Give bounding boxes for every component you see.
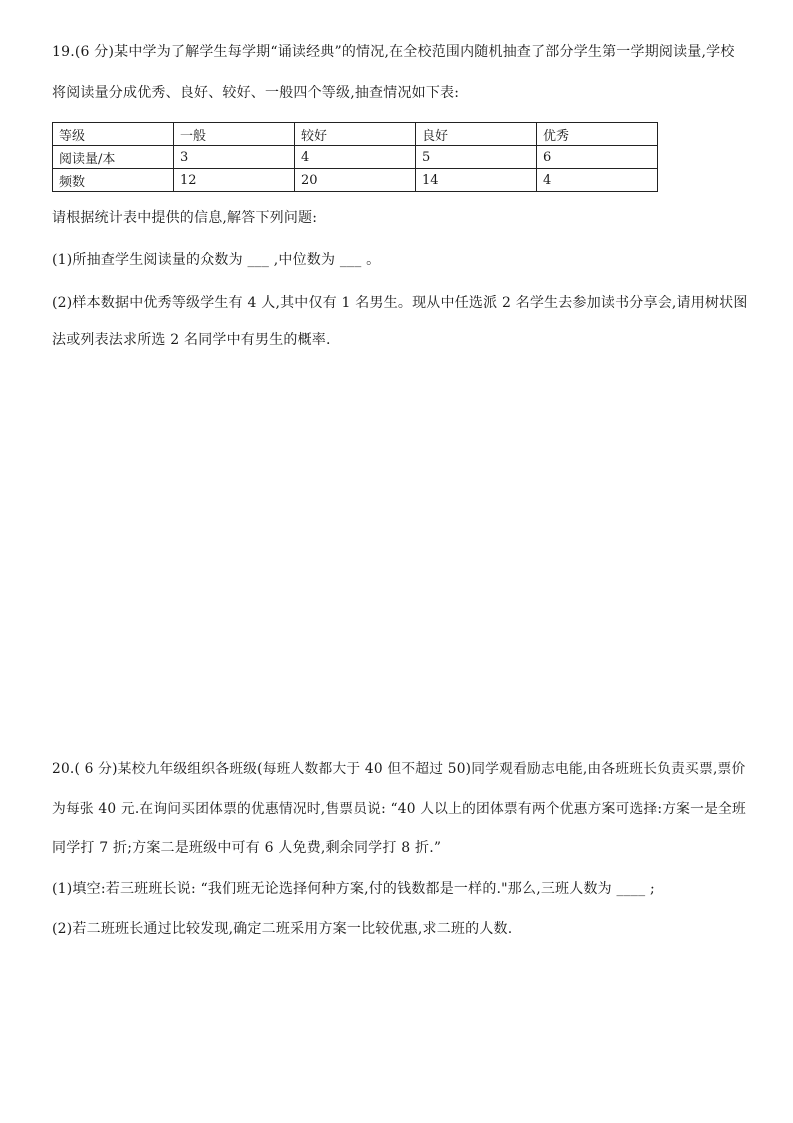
table-cell: 3 <box>174 146 295 169</box>
q20-stem-line-1: 20.( 6 分)某校九年级组织各班级(每班人数都大于 40 但不超过 50)同学观看励志电能,由各班班长负责买票,票价 <box>52 761 746 777</box>
q19-part-2-line-1: (2)样本数据中优秀等级学生有 4 人,其中仅有 1 名男生。现从中任选派 2 名学生去参加读书分享会,请用树状图 <box>52 295 748 311</box>
table-cell: 12 <box>174 169 295 192</box>
table-cell: 频数 <box>53 169 174 192</box>
q20-stem-line-2: 为每张 40 元.在询问买团体票的优惠情况时,售票员说: “40 人以上的团体票有两个优惠方案可选择:方案一是全班 <box>52 801 746 817</box>
table-cell: 4 <box>295 146 416 169</box>
table-cell: 良好 <box>416 123 537 146</box>
table-row-frequency <box>53 169 658 192</box>
table-row-grade <box>53 123 658 146</box>
q19-part-2-line-2: 法或列表法求所选 2 名同学中有男生的概率. <box>52 332 331 348</box>
q19-stem-line-1: 19.(6 分)某中学为了解学生每学期“诵读经典”的情况,在全校范围内随机抽查了部分学生第一学期阅读量,学校 <box>52 44 735 60</box>
q20-part-1: (1)填空:若三班班长说: “我们班无论选择何种方案,付的钱数都是一样的."那么,三班人数为 ____ ; <box>52 881 655 897</box>
table-cell: 4 <box>537 169 658 192</box>
table-cell: 优秀 <box>537 123 658 146</box>
reading-stats-table <box>52 122 658 192</box>
table-cell: 6 <box>537 146 658 169</box>
table-cell: 等级 <box>53 123 174 146</box>
table-row-reading-amount <box>53 146 658 169</box>
q20-part-2: (2)若二班班长通过比较发现,确定二班采用方案一比较优惠,求二班的人数. <box>52 921 513 937</box>
table-cell: 20 <box>295 169 416 192</box>
q19-part-1: (1)所抽查学生阅读量的众数为 ___ ,中位数为 ___ 。 <box>52 252 381 268</box>
q20-stem-line-3: 同学打 7 折;方案二是班级中可有 6 人免费,剩余同学打 8 折.” <box>52 840 442 856</box>
table-cell: 5 <box>416 146 537 169</box>
q19-prompt: 请根据统计表中提供的信息,解答下列问题: <box>52 210 318 226</box>
q19-stem-line-2: 将阅读量分成优秀、良好、较好、一般四个等级,抽查情况如下表: <box>52 85 460 101</box>
table-cell: 较好 <box>295 123 416 146</box>
table-cell: 阅读量/本 <box>53 146 174 169</box>
table-cell: 14 <box>416 169 537 192</box>
table-cell: 一般 <box>174 123 295 146</box>
